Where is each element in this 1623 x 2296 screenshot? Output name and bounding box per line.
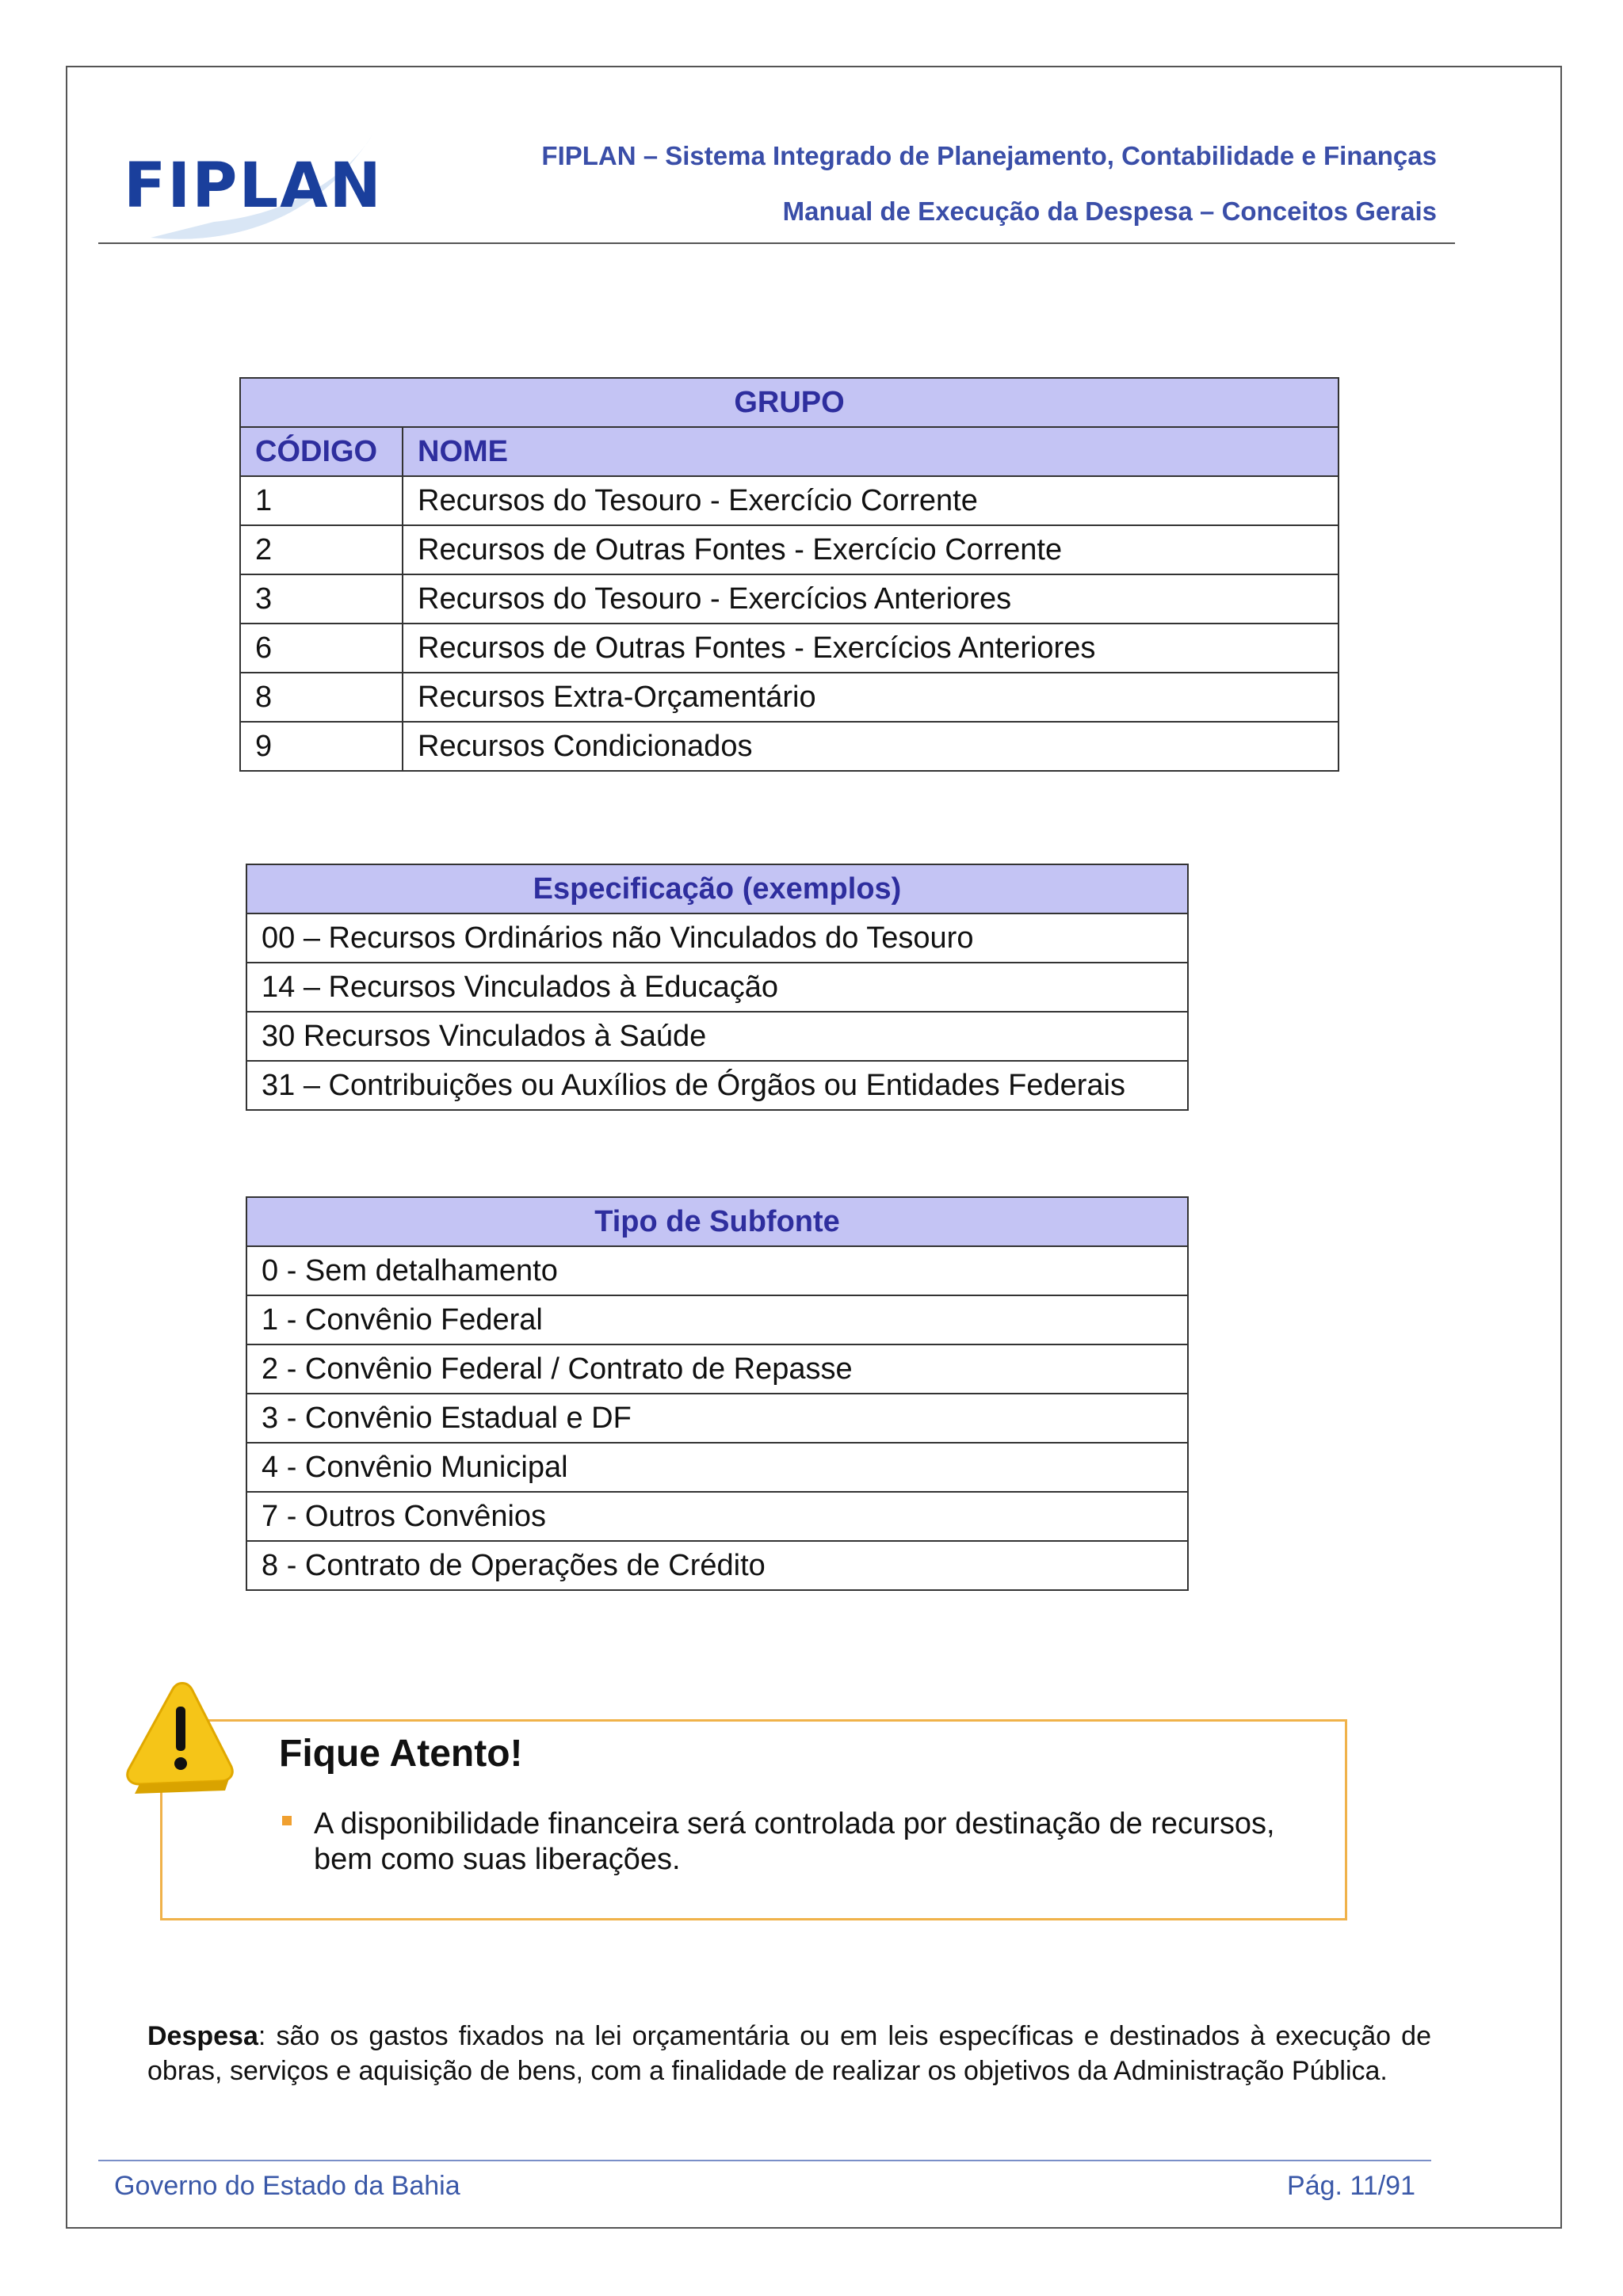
subfonte-item: 7 - Outros Convênios <box>246 1492 1188 1541</box>
table-row <box>240 722 1338 771</box>
table-row <box>240 476 1338 525</box>
table-row <box>246 963 1188 1012</box>
table-row <box>246 1061 1188 1110</box>
table-row <box>246 913 1188 963</box>
bullet-square-icon <box>282 1816 292 1825</box>
grupo-code: 9 <box>240 722 403 771</box>
table-row <box>240 673 1338 722</box>
table-row <box>240 624 1338 673</box>
especificacao-item: 30 Recursos Vinculados à Saúde <box>246 1012 1188 1061</box>
definition-text: : são os gastos fixados na lei orçamentária ou em leis específicas e destinados à execução de obras, serviços e aquisição de bens, com a finalidade de realizar os objetivos da Administração Pública. <box>147 2021 1431 2086</box>
warning-icon <box>124 1680 235 1798</box>
page-number: Pág. 11/91 <box>1287 2171 1415 2201</box>
table-row <box>246 1492 1188 1541</box>
subfonte-item: 2 - Convênio Federal / Contrato de Repasse <box>246 1344 1188 1394</box>
grupo-table-title: GRUPO <box>240 378 1338 427</box>
grupo-code: 1 <box>240 476 403 525</box>
grupo-name: Recursos do Tesouro - Exercício Corrente <box>403 476 1338 525</box>
footer-divider <box>98 2160 1431 2161</box>
subfonte-item: 4 - Convênio Municipal <box>246 1443 1188 1492</box>
table-row <box>240 574 1338 624</box>
subfonte-item: 0 - Sem detalhamento <box>246 1246 1188 1295</box>
alert-title: Fique Atento! <box>279 1733 523 1775</box>
grupo-code: 3 <box>240 574 403 624</box>
especificacao-item: 14 – Recursos Vinculados à Educação <box>246 963 1188 1012</box>
grupo-name: Recursos de Outras Fontes - Exercícios Anteriores <box>403 624 1338 673</box>
table-row <box>246 1541 1188 1590</box>
table-row <box>246 1246 1188 1295</box>
header-divider <box>98 242 1455 244</box>
subfonte-table-title: Tipo de Subfonte <box>246 1197 1188 1246</box>
table-row <box>240 525 1338 574</box>
grupo-name: Recursos de Outras Fontes - Exercício Corrente <box>403 525 1338 574</box>
especificacao-item: 31 – Contribuições ou Auxílios de Órgãos ou Entidades Federais <box>246 1061 1188 1110</box>
table-row <box>246 1394 1188 1443</box>
table-row <box>246 1443 1188 1492</box>
especificacao-table <box>246 864 1189 1111</box>
definition-paragraph <box>147 2019 1431 2088</box>
logo-text: FIPLAN <box>124 151 383 222</box>
table-row <box>246 1012 1188 1061</box>
grupo-name: Recursos Extra-Orçamentário <box>403 673 1338 722</box>
header-subtitle: Manual de Execução da Despesa – Conceitos Gerais <box>782 196 1437 226</box>
especificacao-table-title: Especificação (exemplos) <box>246 864 1188 913</box>
header-title: FIPLAN – Sistema Integrado de Planejamento, Contabilidade e Finanças <box>541 141 1437 170</box>
footer-organization: Governo do Estado da Bahia <box>114 2171 460 2201</box>
grupo-code: 2 <box>240 525 403 574</box>
subfonte-item: 1 - Convênio Federal <box>246 1295 1188 1344</box>
table-row <box>246 1295 1188 1344</box>
definition-term: Despesa <box>147 2021 258 2051</box>
grupo-col-name: NOME <box>403 427 1338 476</box>
grupo-code: 8 <box>240 673 403 722</box>
grupo-col-code: CÓDIGO <box>240 427 403 476</box>
subfonte-item: 8 - Contrato de Operações de Crédito <box>246 1541 1188 1590</box>
grupo-table <box>239 377 1339 772</box>
grupo-code: 6 <box>240 624 403 673</box>
subfonte-item: 3 - Convênio Estadual e DF <box>246 1394 1188 1443</box>
table-row <box>246 1344 1188 1394</box>
subfonte-table <box>246 1196 1189 1591</box>
especificacao-item: 00 – Recursos Ordinários não Vinculados do Tesouro <box>246 913 1188 963</box>
fiplan-logo <box>119 127 388 246</box>
grupo-name: Recursos Condicionados <box>403 722 1338 771</box>
alert-text: A disponibilidade financeira será controlada por destinação de recursos, bem como suas liberações. <box>314 1807 1275 1876</box>
grupo-name: Recursos do Tesouro - Exercícios Anteriores <box>403 574 1338 624</box>
